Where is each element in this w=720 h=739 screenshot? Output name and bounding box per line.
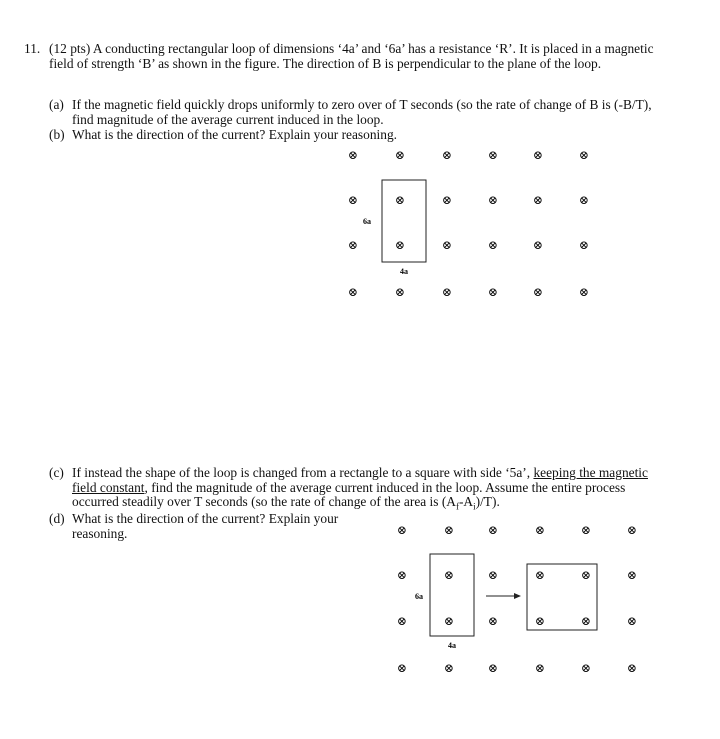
field-into-page-icon: ⊗ bbox=[396, 568, 408, 582]
part-c-label: (c) bbox=[49, 465, 64, 480]
question-points: (12 pts) bbox=[49, 41, 91, 56]
part-d-label: (d) bbox=[49, 511, 65, 526]
figure-1-field-symbols bbox=[348, 148, 589, 299]
part-c-text-before: If instead the shape of the loop is changed from a rectangle to a square with side ‘5a’, bbox=[72, 465, 531, 480]
field-into-page-icon: ⊗ bbox=[487, 193, 499, 207]
part-d-text: What is the direction of the current? Explain your reasoning. bbox=[72, 511, 339, 541]
part-c-text bbox=[72, 466, 672, 514]
field-into-page-icon: ⊗ bbox=[441, 193, 453, 207]
field-into-page-icon: ⊗ bbox=[532, 238, 544, 252]
part-c-text-after: , find the magnitude of the average current induced in the loop. Assume the entire process occurred steadily over T seconds (so the rate of change of the area is (A bbox=[72, 479, 626, 510]
figure-2-height-label: 6a bbox=[415, 592, 423, 601]
field-into-page-icon: ⊗ bbox=[347, 193, 359, 207]
field-into-page-icon: ⊗ bbox=[534, 568, 546, 582]
part-c-sub-i: i bbox=[473, 501, 476, 512]
field-into-page-icon: ⊗ bbox=[578, 148, 590, 162]
field-into-page-icon: ⊗ bbox=[534, 523, 546, 537]
field-into-page-icon: ⊗ bbox=[487, 661, 499, 675]
field-into-page-icon: ⊗ bbox=[534, 661, 546, 675]
field-into-page-icon: ⊗ bbox=[487, 148, 499, 162]
field-into-page-icon: ⊗ bbox=[578, 193, 590, 207]
field-into-page-icon: ⊗ bbox=[441, 285, 453, 299]
field-into-page-icon: ⊗ bbox=[487, 285, 499, 299]
field-into-page-icon: ⊗ bbox=[487, 523, 499, 537]
field-into-page-icon: ⊗ bbox=[532, 193, 544, 207]
question-stem-text: A conducting rectangular loop of dimensions ‘4a’ and ‘6a’ has a resistance ‘R’. It is placed in a magnetic field of strength ‘B’ as shown in the figure. The direction of B is perpendicular to the plane of the loop. bbox=[49, 41, 654, 71]
part-c-text-underlined: keeping the magnetic field constant bbox=[72, 465, 648, 495]
field-into-page-icon: ⊗ bbox=[443, 614, 455, 628]
field-into-page-icon: ⊗ bbox=[396, 523, 408, 537]
part-a-text: If the magnetic field quickly drops uniformly to zero over of T seconds (so the rate of change of B is (-B/T), find magnitude of the average current induced in the loop. bbox=[72, 97, 652, 127]
part-c-sub-f: f bbox=[455, 501, 459, 512]
field-into-page-icon: ⊗ bbox=[394, 285, 406, 299]
figure-1-width-label: 4a bbox=[400, 267, 408, 276]
part-b-label: (b) bbox=[49, 127, 65, 142]
field-into-page-icon: ⊗ bbox=[532, 148, 544, 162]
field-into-page-icon: ⊗ bbox=[532, 285, 544, 299]
field-into-page-icon: ⊗ bbox=[580, 614, 592, 628]
field-into-page-icon: ⊗ bbox=[487, 614, 499, 628]
field-into-page-icon: ⊗ bbox=[396, 661, 408, 675]
figure-2-field-symbols bbox=[397, 523, 637, 675]
field-into-page-icon: ⊗ bbox=[347, 238, 359, 252]
part-c-dash: -A bbox=[458, 494, 474, 510]
figure-1-height-label: 6a bbox=[363, 217, 371, 226]
field-into-page-icon: ⊗ bbox=[443, 568, 455, 582]
question-number: 11. bbox=[24, 41, 41, 56]
field-into-page-icon: ⊗ bbox=[580, 523, 592, 537]
field-into-page-icon: ⊗ bbox=[534, 614, 546, 628]
field-into-page-icon: ⊗ bbox=[396, 614, 408, 628]
field-into-page-icon: ⊗ bbox=[580, 568, 592, 582]
field-into-page-icon: ⊗ bbox=[347, 148, 359, 162]
field-into-page-icon: ⊗ bbox=[626, 614, 638, 628]
field-into-page-icon: ⊗ bbox=[394, 193, 406, 207]
figure-2-width-label: 4a bbox=[448, 641, 456, 650]
field-into-page-icon: ⊗ bbox=[394, 238, 406, 252]
field-into-page-icon: ⊗ bbox=[394, 148, 406, 162]
field-into-page-icon: ⊗ bbox=[443, 661, 455, 675]
field-into-page-icon: ⊗ bbox=[347, 285, 359, 299]
field-into-page-icon: ⊗ bbox=[626, 523, 638, 537]
field-into-page-icon: ⊗ bbox=[580, 661, 592, 675]
part-c-text-end: )/T). bbox=[475, 494, 500, 510]
field-into-page-icon: ⊗ bbox=[578, 285, 590, 299]
part-b-text: What is the direction of the current? Explain your reasoning. bbox=[72, 127, 397, 142]
field-into-page-icon: ⊗ bbox=[626, 661, 638, 675]
field-into-page-icon: ⊗ bbox=[487, 568, 499, 582]
field-into-page-icon: ⊗ bbox=[441, 148, 453, 162]
field-into-page-icon: ⊗ bbox=[443, 523, 455, 537]
field-into-page-icon: ⊗ bbox=[441, 238, 453, 252]
part-a-label: (a) bbox=[49, 97, 64, 112]
field-into-page-icon: ⊗ bbox=[626, 568, 638, 582]
field-into-page-icon: ⊗ bbox=[487, 238, 499, 252]
figure-2-arrow-head bbox=[514, 593, 521, 599]
field-into-page-icon: ⊗ bbox=[578, 238, 590, 252]
